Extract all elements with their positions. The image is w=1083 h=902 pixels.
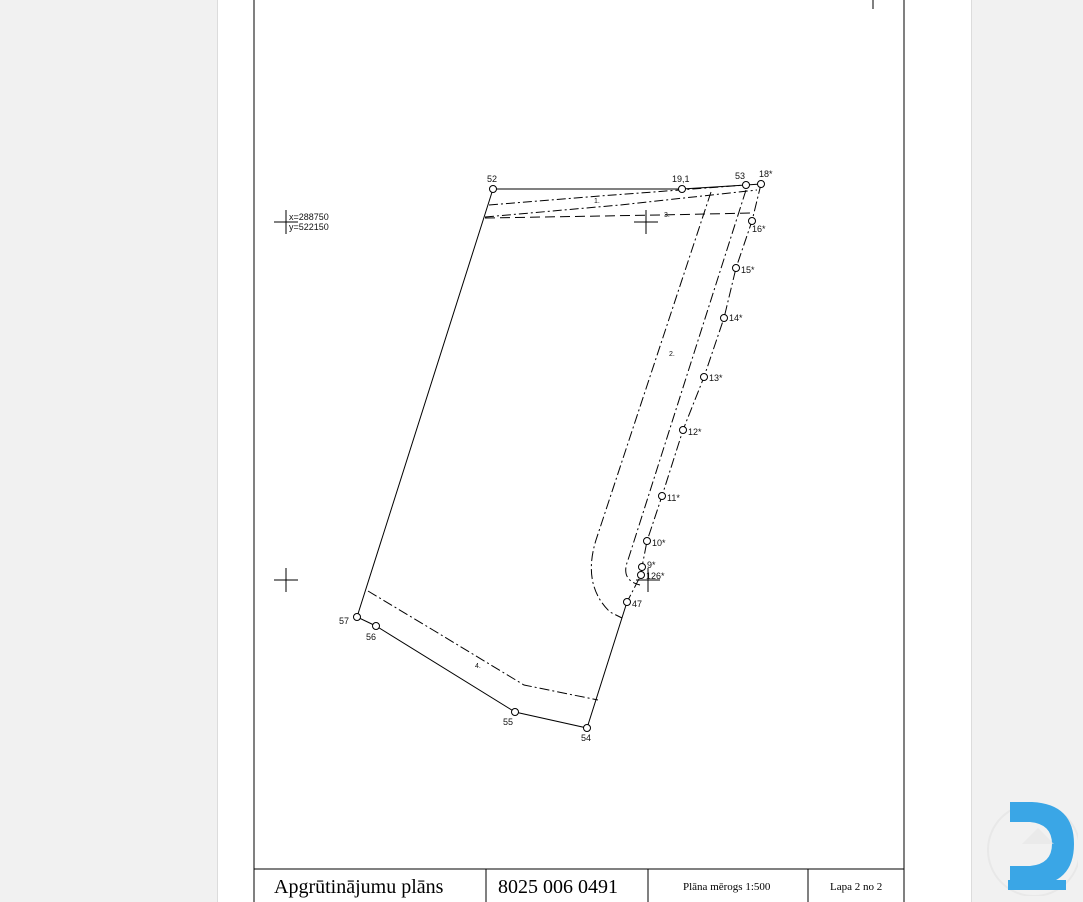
point-label-126: 126* [646, 571, 665, 581]
parcel-boundary [493, 184, 761, 189]
survey-points [354, 181, 765, 732]
page-number: Lapa 2 no 2 [830, 881, 883, 893]
point-label-18: 18* [759, 169, 773, 179]
point-label-57: 57 [339, 616, 350, 626]
point-label-55: 55 [503, 717, 514, 727]
point-label-16: 16* [752, 224, 766, 234]
plan-frame [254, 0, 904, 902]
zone-label-1: 1. [594, 198, 600, 205]
grid-cross-marks [274, 210, 660, 592]
point-label-56: 56 [366, 632, 377, 642]
parcel-boundary-main [357, 189, 627, 728]
zone-2-line [591, 192, 711, 618]
coord-x-label: x=288750 [289, 212, 329, 222]
point-label-47: 47 [632, 599, 643, 609]
point-label-11: 11* [667, 493, 680, 503]
watermark-logo [986, 800, 1078, 896]
point-label-54: 54 [581, 733, 592, 743]
point-label-9: 9* [647, 560, 656, 570]
coord-y-label: y=522150 [289, 222, 329, 232]
point-label-12: 12* [688, 427, 702, 437]
point-label-19-1: 19,1 [672, 174, 690, 184]
zone-label-3: 3. [664, 212, 670, 219]
plan-scale: Plāna mērogs 1:500 [683, 881, 771, 893]
zone-4-line [368, 591, 598, 700]
point-label-14: 14* [729, 313, 743, 323]
point-label-10: 10* [652, 538, 666, 548]
point-label-53: 53 [735, 171, 746, 181]
point-label-13: 13* [709, 373, 723, 383]
zone-label-2: 2. [669, 351, 675, 358]
cadastre-number: 8025 006 0491 [498, 876, 618, 898]
zone-2-line-inner [626, 190, 746, 585]
point-label-15: 15* [741, 265, 755, 275]
plan-title: Apgrūtinājumu plāns [274, 876, 444, 898]
point-label-52: 52 [487, 174, 498, 184]
zone-label-4: 4. [475, 663, 481, 670]
